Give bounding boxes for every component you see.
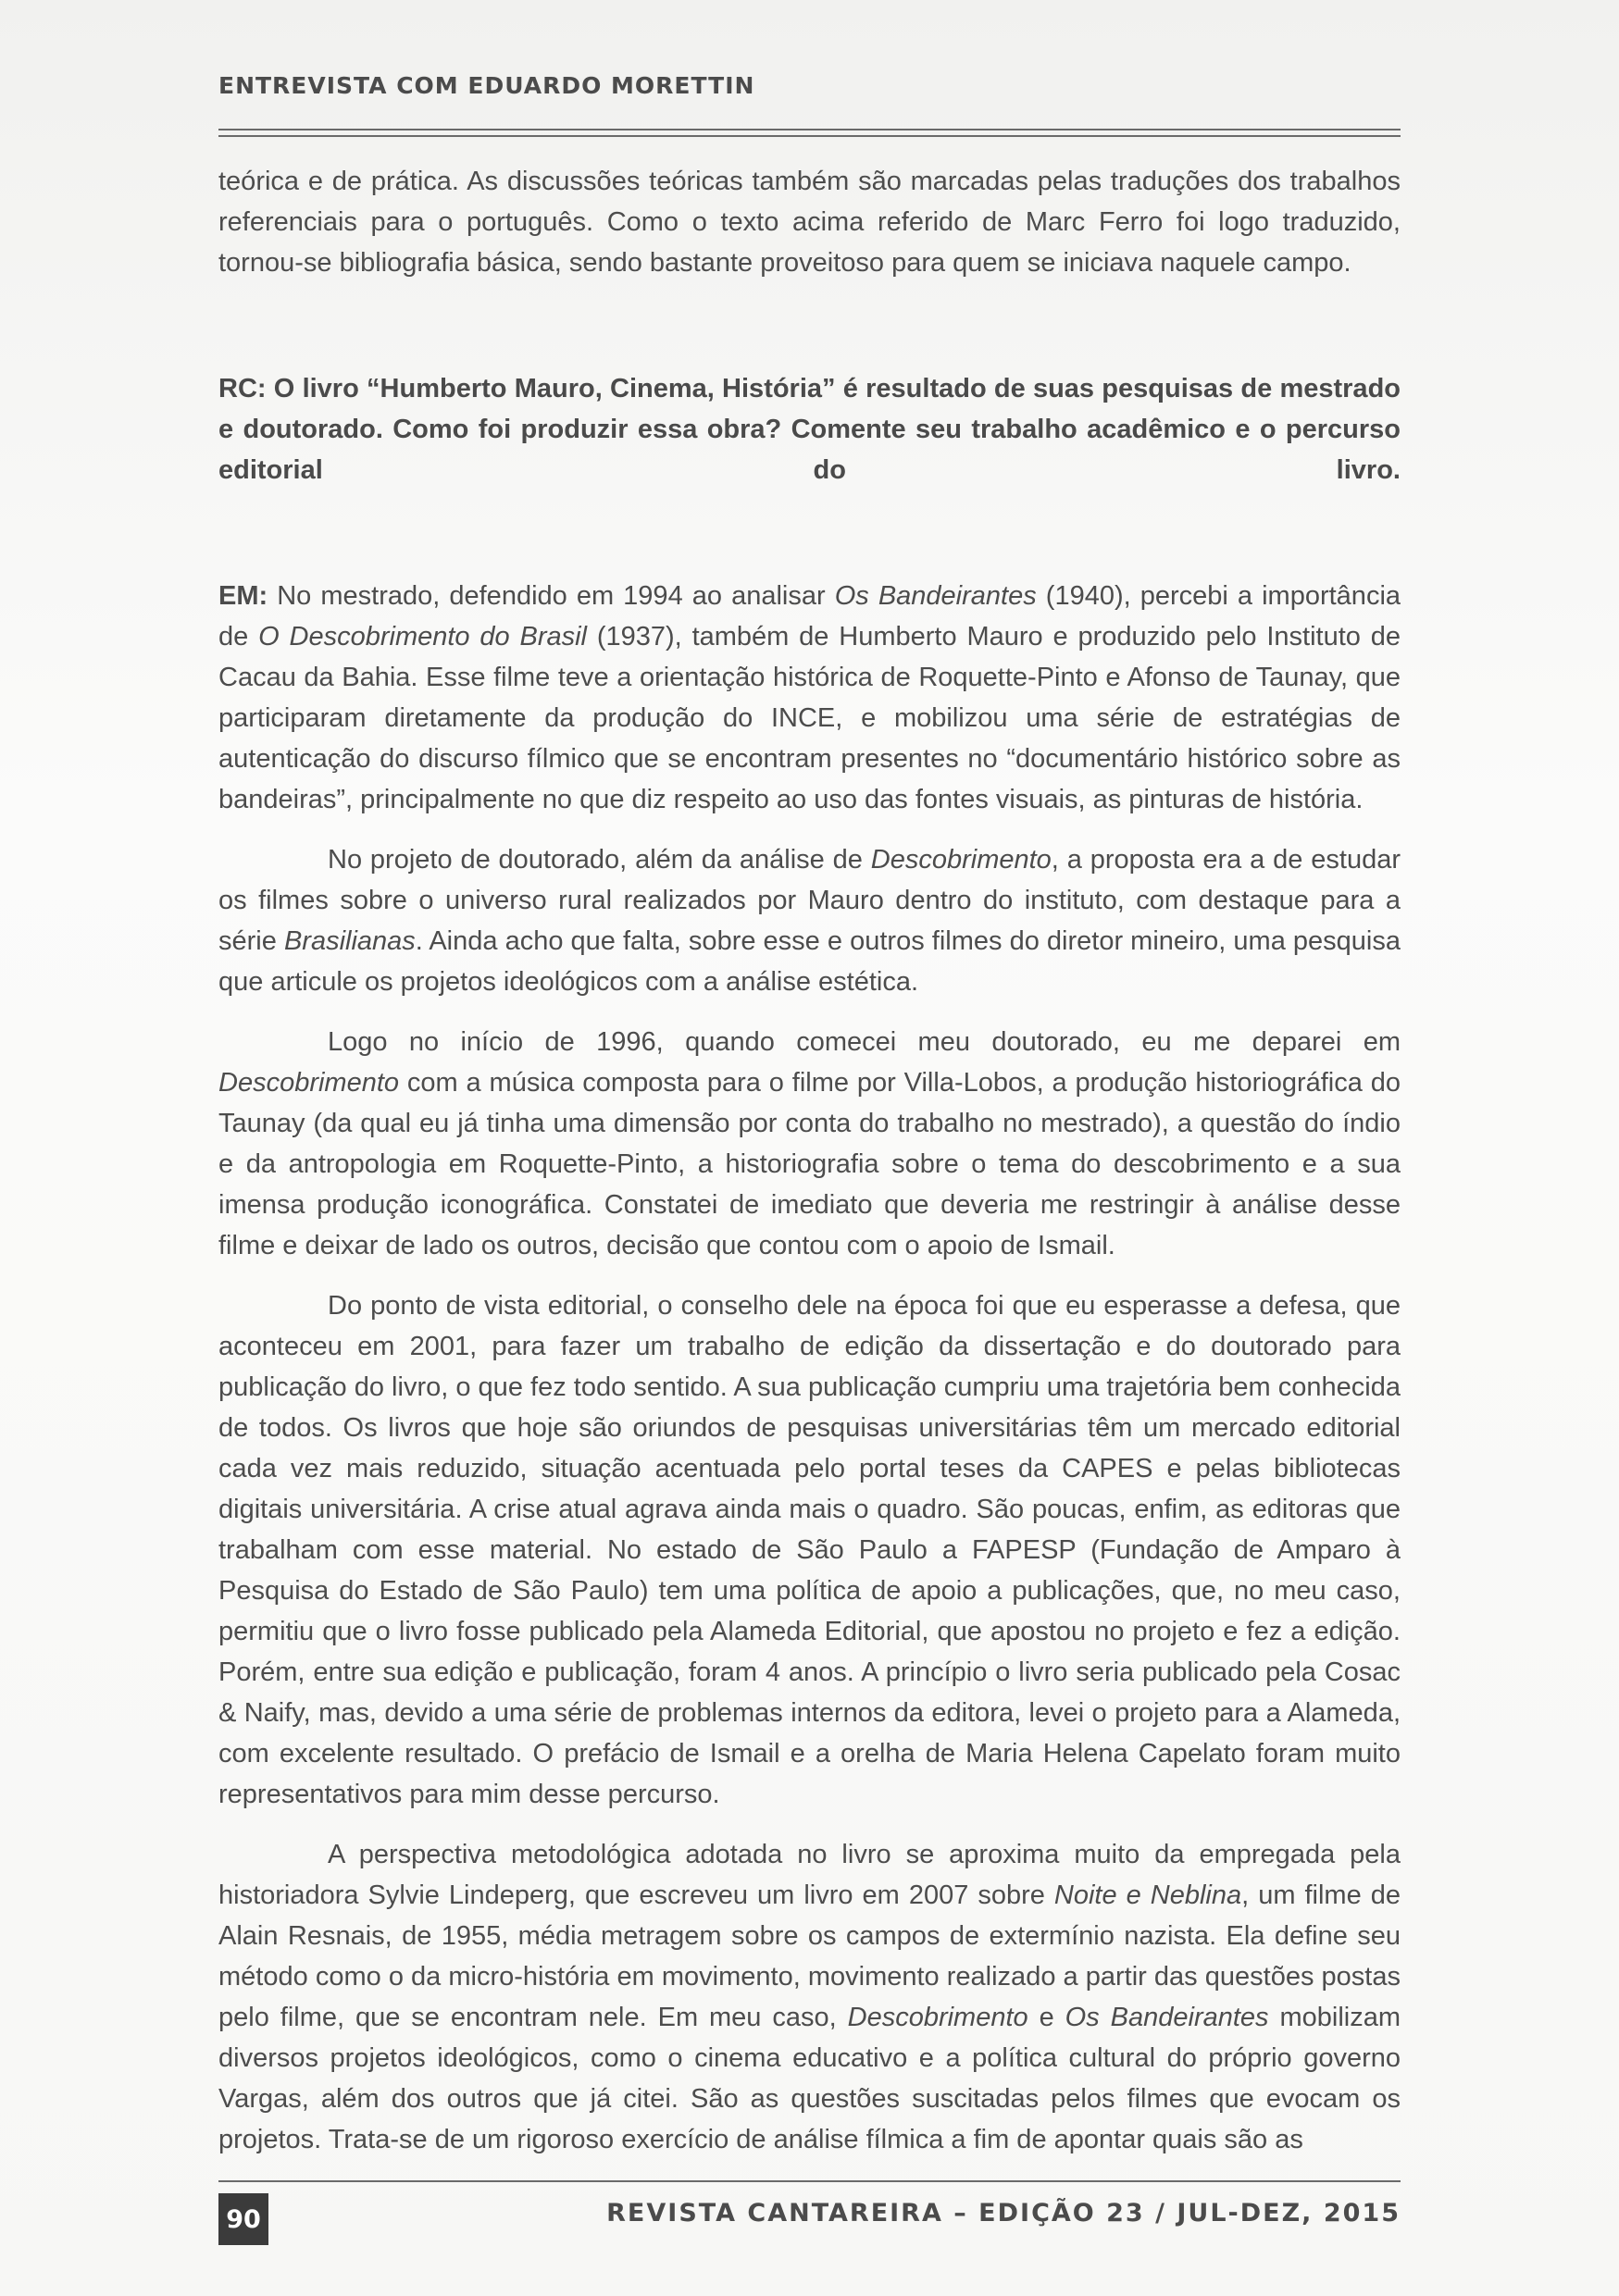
text: Logo no início de 1996, quando comecei meu doutorado, eu me deparei em bbox=[328, 1027, 1401, 1057]
film-title: Os Bandeirantes bbox=[1065, 2003, 1269, 2032]
text: (1940), percebi a importância de bbox=[218, 581, 1401, 652]
text: mobilizam diversos projetos ideológicos, como o cinema educativo e a política cultural do próprio governo Vargas, além dos outros que já citei. São as questões suscitadas pelos filmes que evocam os projetos. Trata-se de um rigoroso exercício de análise fílmica a fim de apontar quais são as bbox=[218, 2003, 1401, 2154]
answer-paragraph-2 bbox=[218, 839, 1401, 1002]
interview-question: RC: O livro “Humberto Mauro, Cinema, História” é resultado de suas pesquisas de mestrado e doutorado. Como foi produzir essa obra? Comente seu trabalho acadêmico e o percurso editorial do livro. bbox=[218, 374, 1401, 485]
film-title: Descobrimento bbox=[847, 2003, 1028, 2032]
answer-paragraph-3 bbox=[218, 1022, 1401, 1266]
text: (1937), também de Humberto Mauro e produzido pelo Instituto de Cacau da Bahia. Esse filme teve a orientação histórica de Roquette-Pinto e Afonso de Taunay, que participaram diretamente da produção do INCE, e mobilizou uma série de estratégias de autenticação do discurso fílmico que se encontram presentes no “documentário histórico sobre as bandeiras”, principalmente no que diz respeito ao uso das fontes visuais, as pinturas de história. bbox=[218, 622, 1401, 814]
article-body bbox=[218, 161, 1401, 2160]
text: com a música composta para o filme por Villa-Lobos, a produção historiográfica do Taunay (da qual eu já tinha uma dimensão por conta do trabalho no mestrado), a questão do índio e da antropologia em Roquette-Pinto, a historiografia sobre o tema do descobrimento e a sua imensa produção iconográfica. Constatei de imediato que deveria me restringir à análise desse filme e deixar de lado os outros, decisão que contou com o apoio de Ismail. bbox=[218, 1068, 1401, 1260]
answer-paragraph-1 bbox=[218, 576, 1401, 820]
film-title: Os Bandeirantes bbox=[834, 581, 1037, 611]
answer-paragraph-5 bbox=[218, 1834, 1401, 2160]
text: , um filme de Alain Resnais, de 1955, média metragem sobre os campos de extermínio nazista. Ela define seu método como o da micro-história em movimento, movimento realizado a partir das questões postas pelo filme, que se encontram nele. Em meu caso, bbox=[218, 1880, 1401, 2032]
text: . Ainda acho que falta, sobre esse e outros filmes do diretor mineiro, uma pesquisa que articule os projetos ideológicos com a análise estética. bbox=[218, 926, 1401, 997]
running-header: ENTREVISTA COM EDUARDO MORETTIN bbox=[218, 72, 755, 99]
page-number: 90 bbox=[218, 2193, 268, 2245]
journal-footer: REVISTA CANTAREIRA – EDIÇÃO 23 / JUL-DEZ, 2015 bbox=[606, 2199, 1401, 2228]
film-title: Descobrimento bbox=[218, 1068, 400, 1098]
answer-paragraph-4: Do ponto de vista editorial, o conselho dele na época foi que eu esperasse a defesa, que aconteceu em 2001, para fazer um trabalho de edição da dissertação e do doutorado para publicação do livro, o que fez todo sentido. A sua publicação cumpriu uma trajetória bem conhecida de todos. Os livros que hoje são oriundos de pesquisas universitárias têm um mercado editorial cada vez mais reduzido, situação acentuada pelo portal teses da CAPES e pelas bibliotecas digitais universitária. A crise atual agrava ainda mais o quadro. São poucas, enfim, as editoras que trabalham com esse material. No estado de São Paulo a FAPESP (Fundação de Amparo à Pesquisa do Estado de São Paulo) tem uma política de apoio a publicações, que, no meu caso, permitiu que o livro fosse publicado pela Alameda Editorial, que apostou no projeto e fez a edição. Porém, entre sua edição e publicação, foram 4 anos. A princípio o livro seria publicado pela Cosac & Naify, mas, devido a uma série de problemas internos da editora, levei o projeto para a Alameda, com excelente resultado. O prefácio de Ismail e a orelha de Maria Helena Capelato foram muito representativos para mim desse percurso. bbox=[218, 1291, 1401, 1809]
text: No mestrado, defendido em 1994 ao analisar bbox=[268, 581, 835, 611]
text: e bbox=[1027, 2003, 1065, 2032]
speaker-label: EM: bbox=[218, 581, 268, 611]
footer-divider bbox=[218, 2180, 1401, 2182]
series-title: Brasilianas bbox=[283, 926, 416, 956]
film-title: Descobrimento bbox=[870, 845, 1052, 875]
text: , a proposta era a de estudar os filmes sobre o universo rural realizados por Mauro dentro do instituto, com destaque para a série bbox=[218, 845, 1401, 956]
text: No projeto de doutorado, além da análise de bbox=[328, 845, 871, 875]
header-divider bbox=[218, 129, 1401, 137]
text: A perspectiva metodológica adotada no livro se aproxima muito da empregada pela historiadora Sylvie Lindeperg, que escreveu um livro em 2007 sobre bbox=[218, 1840, 1401, 1910]
film-title: O Descobrimento do Brasil bbox=[258, 622, 587, 652]
film-title: Noite e Neblina bbox=[1053, 1880, 1242, 1910]
paragraph-continuation: teórica e de prática. As discussões teóricas também são marcadas pelas traduções dos trabalhos referenciais para o português. Como o texto acima referido de Marc Ferro foi logo traduzido, tornou-se bibliografia básica, sendo bastante proveitoso para quem se iniciava naquele campo. bbox=[218, 167, 1401, 278]
